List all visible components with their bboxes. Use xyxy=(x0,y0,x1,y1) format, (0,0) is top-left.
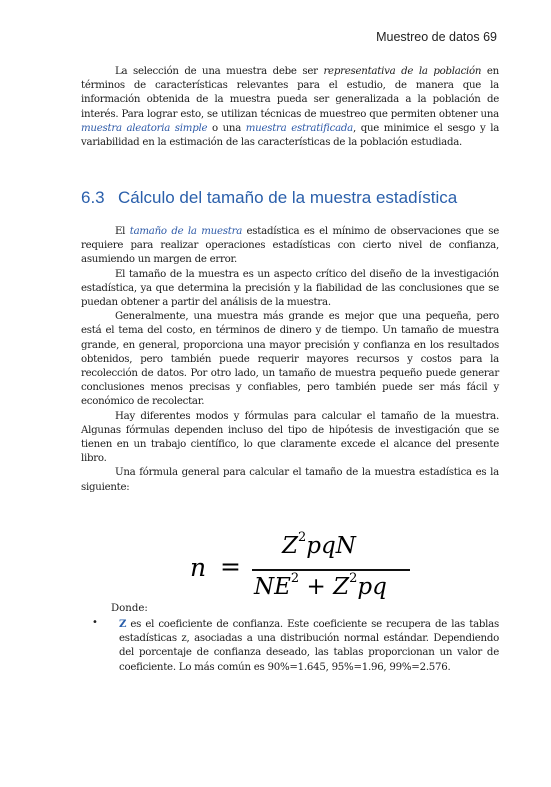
bullet-description: es el coeficiente de confianza. Este coeficiente se recupera de las tablas estadísticas z, asociadas a una distribución normal estándar. Dependiendo del porcentaje de confianza deseado, las tablas proporcionan un valor de coeficiente. Lo más común es 90%=1.645, 95%=1.96, 99%=2.576. xyxy=(119,619,499,673)
den-plus-z: + Z xyxy=(299,574,350,600)
body-paragraph-block xyxy=(81,225,499,495)
paragraph-critical-aspect: El tamaño de la muestra es un aspecto crítico del diseño de la investigación estadística, ya que determina la precisión y la fiabilidad de las conclusiones que se puedan obtener a partir del análisis de la muestra. xyxy=(81,268,499,309)
bullet-term: Z xyxy=(119,618,127,630)
formula-equals: = xyxy=(220,552,241,581)
intro-emphasis: representativa de la población xyxy=(323,66,482,77)
link-muestra-estratificada[interactable]: muestra estratificada xyxy=(245,122,354,134)
link-tamano-de-la-muestra[interactable]: tamaño de la muestra xyxy=(129,226,243,237)
intro-paragraph-block xyxy=(81,65,499,150)
fraction-bar xyxy=(252,569,410,571)
donde-label: Donde: xyxy=(111,603,148,614)
num-rest: pqN xyxy=(306,533,356,559)
bullet-text xyxy=(119,617,499,675)
p2-text-b: estadística es el mínimo de observaciones que se requiere para realizar operaciones estadísticas con cierto nivel de confianza, asumiendo un margen de error. xyxy=(81,226,499,266)
section-heading xyxy=(81,188,457,208)
num-exponent: 2 xyxy=(297,530,307,545)
sample-size-formula xyxy=(190,530,420,603)
section-number: 6.3 xyxy=(81,188,105,207)
link-muestra-aleatoria-simple[interactable]: muestra aleatoria simple xyxy=(81,122,208,134)
p2-text-a: El xyxy=(115,226,130,237)
den-exponent-1: 2 xyxy=(290,571,300,586)
paragraph-definition xyxy=(81,225,499,268)
formula-numerator xyxy=(282,530,356,559)
formula-lhs: n xyxy=(190,553,207,582)
bullet-icon: • xyxy=(92,617,98,628)
paragraph-cost: Generalmente, una muestra más grande es mejor que una pequeña, pero está el tema del costo, en términos de dinero y de tiempo. Un tamaño de muestra grande, en general, proporciona una mayor precisión y confianza en los resultados obtenidos, pero también puede requerir mayores recursos y costos para la recolección de datos. Por otro lado, un tamaño de muestra pequeño puede generar conclusiones menos precisas y confiables, pero también puede ser más fácil y económico de recolectar. xyxy=(81,311,499,408)
den-ne: NE xyxy=(254,574,291,600)
intro-text-c: o una xyxy=(207,122,246,134)
intro-paragraph xyxy=(81,65,499,150)
running-header: Muestreo de datos 69 xyxy=(376,30,497,44)
num-z: Z xyxy=(282,533,298,559)
intro-text-b: en términos de características relevantes para el estudio, de manera que la información obtenida de la muestra pueda ser generalizada a la población de interés. Para lograr esto, se utilizan técnicas de muestreo que permiten obtener una xyxy=(81,66,499,120)
paragraph-formulas: Hay diferentes modos y fórmulas para calcular el tamaño de la muestra. Algunas fórmulas dependen incluso del tipo de hipótesis de investigación que se tienen en un trabajo científico, lo que claramente excede el alcance del presente libro. xyxy=(81,410,499,465)
den-pq: pq xyxy=(357,574,387,600)
paragraph-general-formula: Una fórmula general para calcular el tamaño de la muestra estadística es la siguiente: xyxy=(81,467,499,493)
formula-denominator xyxy=(254,571,387,600)
definition-list-item xyxy=(92,617,499,675)
intro-text-a: La selección de una muestra debe ser xyxy=(115,66,324,77)
intro-text-d: , que minimice el sesgo y la variabilidad en la estimación de las características de la población estudiada. xyxy=(81,122,500,149)
den-exponent-2: 2 xyxy=(349,571,358,586)
section-title: Cálculo del tamaño de la muestra estadística xyxy=(118,188,458,207)
